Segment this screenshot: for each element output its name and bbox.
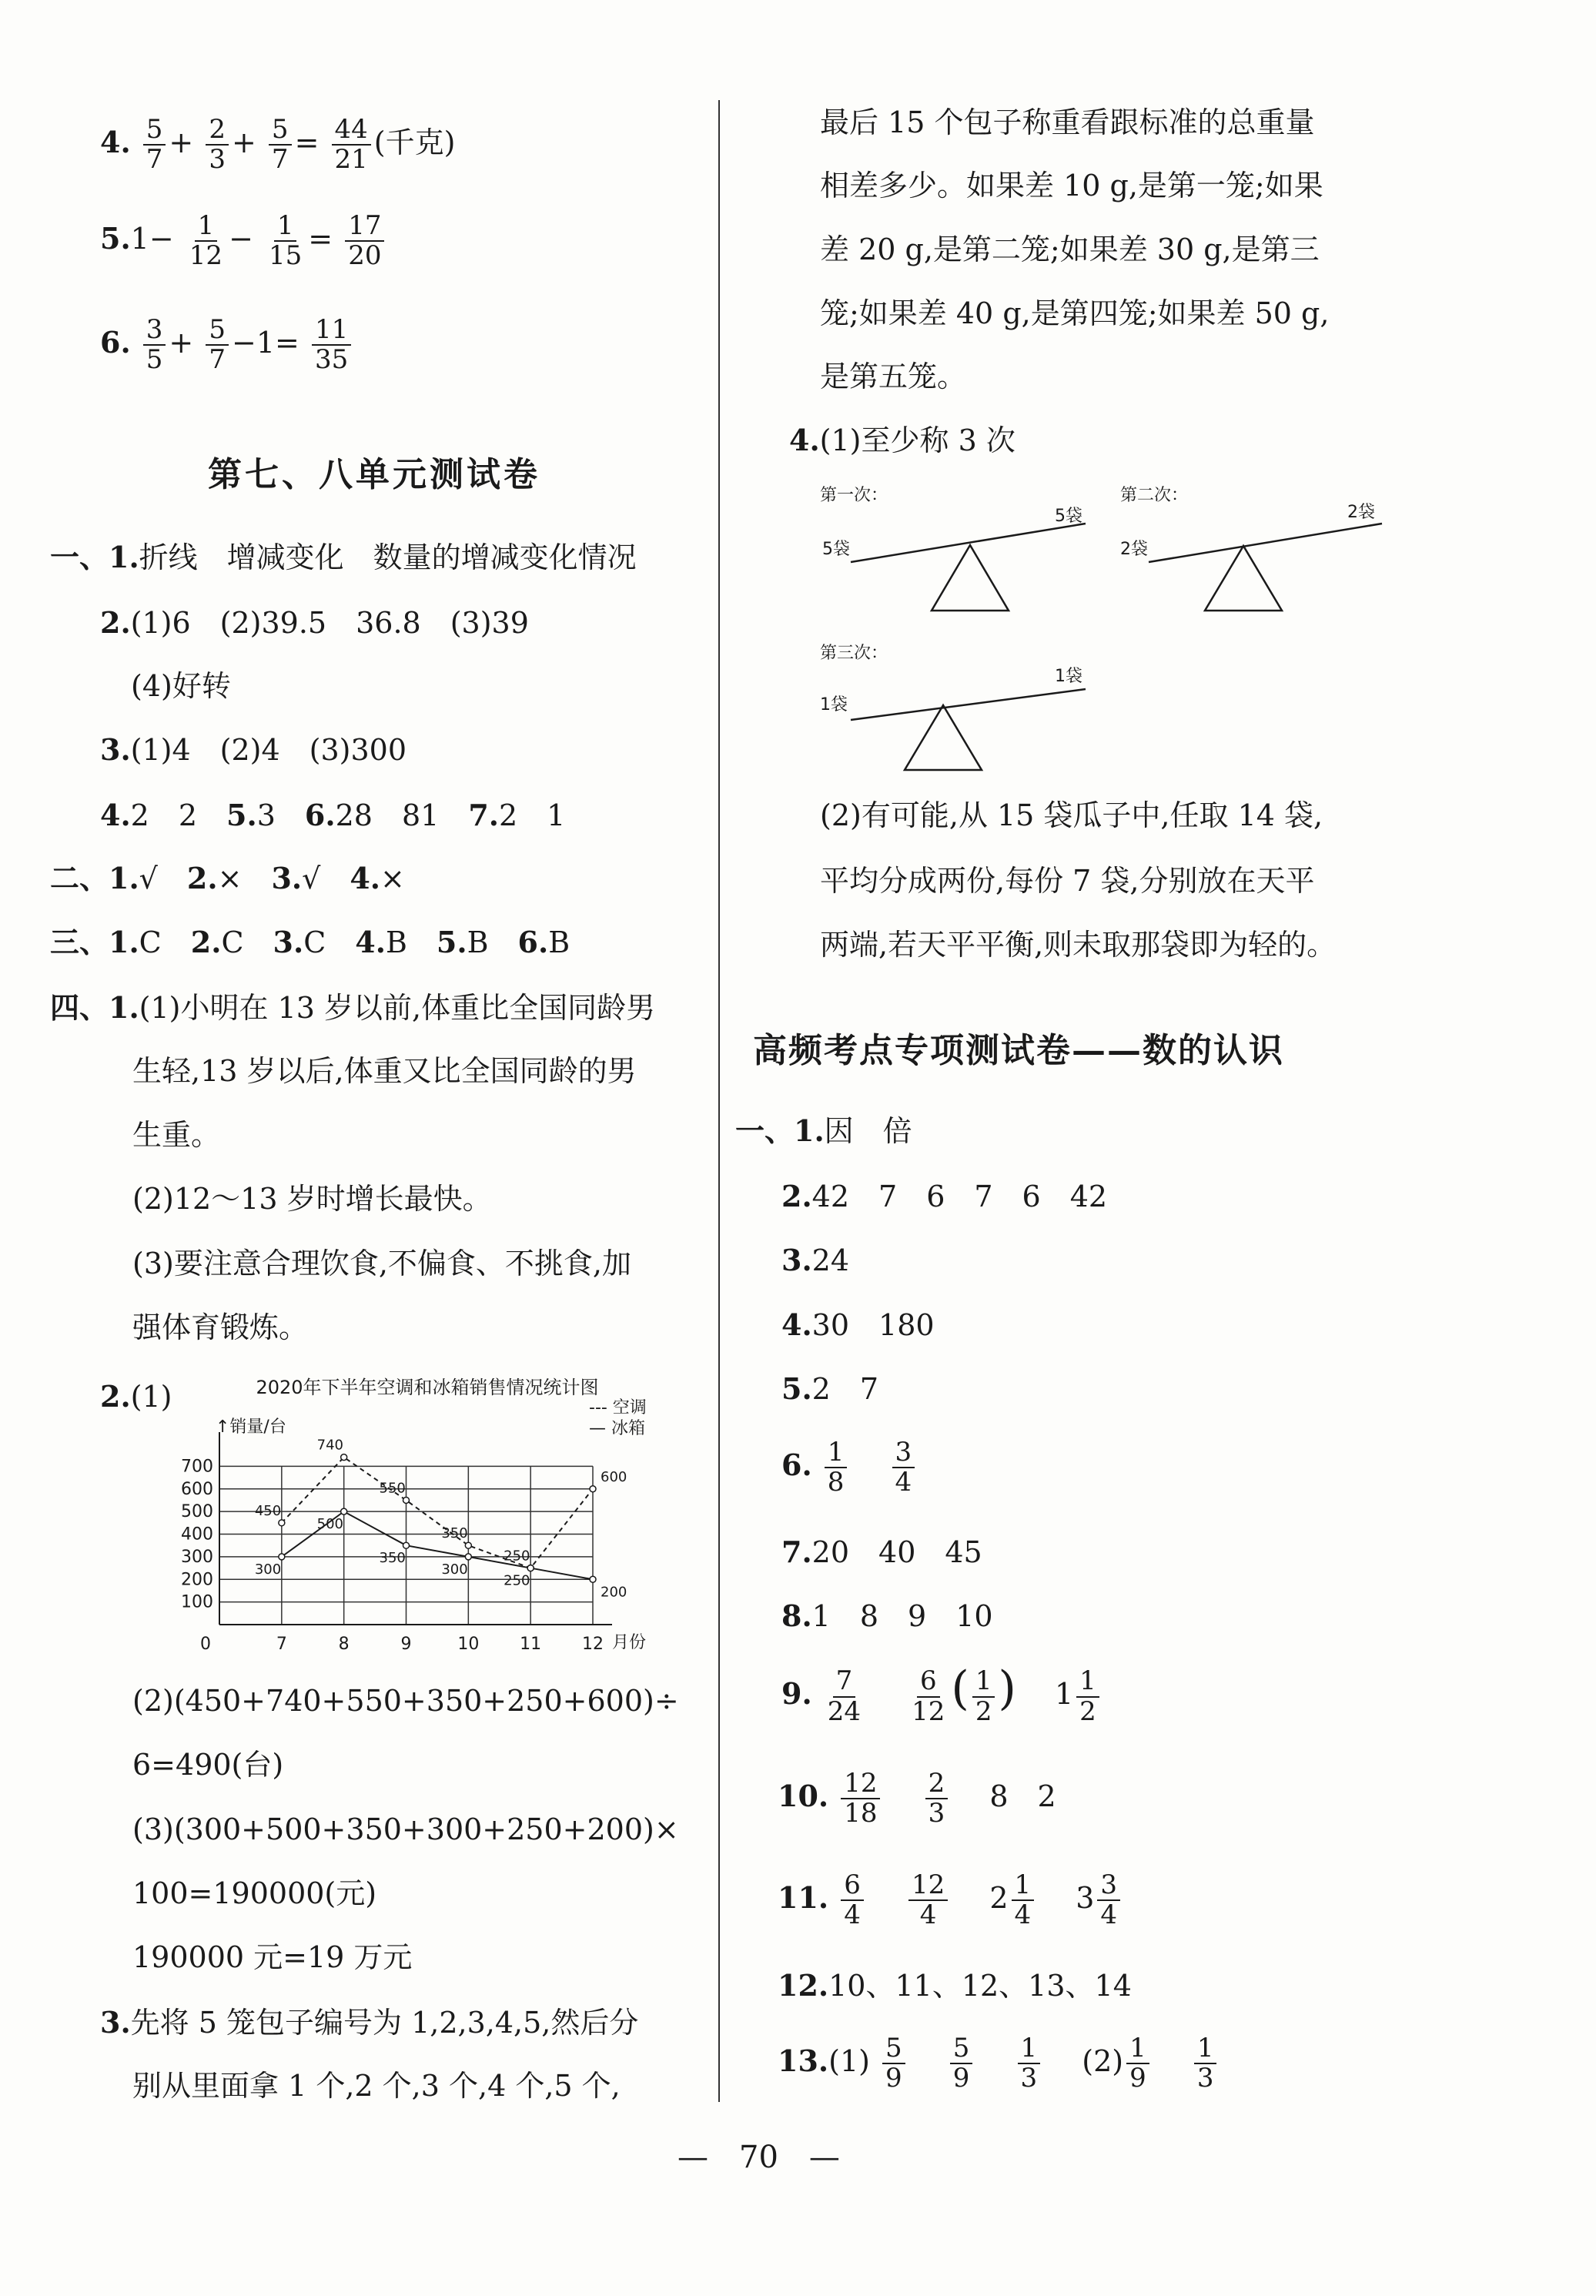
data-label: 300 <box>441 1561 468 1578</box>
data-point <box>341 1454 347 1461</box>
cont-line2: 相差多少。如果差 10 g,是第一笼;如果 <box>820 169 1323 202</box>
answer-4-1-line2: 生轻,13 岁以后,体重又比全国同龄的男 <box>132 1054 637 1088</box>
answer-r1-13: 13.(1) $\frac{5}{9}$ $\frac{5}{9}$ $\frac{1}{3}$ (2) $\frac{1}{9}$ $\frac{1}{3}$ <box>778 2034 1220 2094</box>
legend-fridge: — 冰箱 <box>589 1419 645 1438</box>
data-label: 350 <box>379 1550 406 1567</box>
data-point <box>590 1576 596 1582</box>
answer-r-4-2-line3: 两端,若天平平衡,则未取那袋即为轻的。 <box>820 928 1337 962</box>
svg-text:第二次：: 第二次： <box>1120 486 1189 505</box>
answer-r1-7: 7.20 40 45 <box>781 1535 982 1569</box>
answer-4-1-line1: 四、1.(1)小明在 13 岁以前,体重比全国同龄男 <box>50 990 656 1025</box>
answer-2: 二、1.√ 2.× 3.√ 4.× <box>50 861 405 895</box>
data-label: 600 <box>601 1468 627 1485</box>
answer-r1-8: 8.1 8 9 10 <box>781 1598 993 1633</box>
legend-aircon: --- 空调 <box>589 1398 647 1417</box>
y-tick-label: 700 <box>181 1457 213 1477</box>
y-tick-label: 400 <box>181 1525 213 1545</box>
x-axis-label: 月份 <box>612 1633 647 1652</box>
y-axis-label: ↑销量/台 <box>216 1417 286 1437</box>
cont-line4: 笼;如果差 40 g,是第四笼;如果差 50 g, <box>820 296 1330 330</box>
answer-r1-12: 12.10、11、12、13、14 <box>778 1968 1132 2003</box>
data-label: 250 <box>504 1548 530 1565</box>
answer-4-2-line1: (2)(450+740+550+350+250+600)÷ <box>132 1684 679 1718</box>
answer-1-3: 3.(1)4 (2)4 (3)300 <box>100 732 407 767</box>
section-title-7-8: 第七、八单元测试卷 <box>208 455 540 494</box>
line-chart <box>173 1371 666 1663</box>
data-label: 300 <box>254 1561 282 1578</box>
data-label: 740 <box>316 1437 344 1454</box>
answer-1-2-cont: (4)好转 <box>131 669 231 703</box>
answer-4-2-label: 2.(1) <box>100 1379 172 1414</box>
answer-4-2-line2: 6=490(台) <box>132 1748 284 1782</box>
answer-r1-5: 5.2 7 <box>781 1371 879 1406</box>
data-point <box>527 1565 534 1571</box>
balance-scale-1 <box>816 481 1109 620</box>
chart-axes <box>219 1432 612 1625</box>
svg-text:第三次：: 第三次： <box>820 644 888 663</box>
y-tick-label: 600 <box>181 1479 213 1499</box>
answer-r1-10: 10. $\frac{12}{18}$ $\frac{2}{3}$ 8 2 <box>778 1768 1056 1829</box>
eq-6: 6. $\frac{3}{5}$ + $\frac{5}{7}$ −1= $\frac{11}{35}$ <box>100 316 354 375</box>
data-label: 550 <box>379 1480 406 1497</box>
data-point <box>403 1542 410 1548</box>
data-point <box>279 1520 285 1526</box>
answer-1-4-7: 4.2 2 5.3 6.28 81 7.2 1 <box>100 798 566 832</box>
answer-1-2: 2.(1)6 (2)39.5 36.8 (3)39 <box>100 605 529 640</box>
data-point <box>341 1508 347 1514</box>
cont-line3: 差 20 g,是第二笼;如果差 30 g,是第三 <box>820 233 1320 266</box>
x-tick-label: 10 <box>457 1635 480 1654</box>
answer-r1-3: 3.24 <box>781 1243 850 1277</box>
answer-r1-4: 4.30 180 <box>781 1307 935 1342</box>
answer-4-2-line4: 100=190000(元) <box>132 1876 377 1910</box>
answer-r-4-2-line1: (2)有可能,从 15 袋瓜子中,任取 14 袋, <box>820 798 1323 832</box>
data-label: 200 <box>601 1584 627 1601</box>
eq-5: 5.1− $\frac{1}{12}$ − $\frac{1}{15}$ = $\frac{17}{20}$ <box>100 212 387 271</box>
x-tick-label: 7 <box>276 1635 287 1654</box>
answer-r-4-2-line2: 平均分成两份,每份 7 袋,分别放在天平 <box>820 864 1315 898</box>
svg-text:2袋: 2袋 <box>1347 503 1375 522</box>
x-tick-label: 8 <box>338 1635 350 1654</box>
svg-text:第一次：: 第一次： <box>820 486 888 505</box>
answer-r1-9: 9. $\frac{7}{24}$ $\frac{6}{12}$ ( $\frac{1}{2}$ ) 1 $\frac{1}{2}$ <box>781 1665 1102 1726</box>
eq-4: 4. $\frac{5}{7}$ + $\frac{2}{3}$ + $\frac{5}{7}$ = $\frac{44}{21}$ (千克) <box>100 114 456 176</box>
cont-line5: 是第五笼。 <box>820 360 967 393</box>
balance-scale-3 <box>816 639 1109 778</box>
data-point <box>590 1486 596 1492</box>
answer-r1-2: 2.42 7 6 7 6 42 <box>781 1179 1108 1213</box>
answer-3: 三、1.C 2.C 3.C 4.B 5.B 6.B <box>50 925 570 959</box>
y-tick-label: 500 <box>181 1502 213 1522</box>
chart-title: 2020年下半年空调和冰箱销售情况统计图 <box>256 1377 599 1398</box>
page-number: — 70 — <box>678 2140 840 2175</box>
answer-4-3-line2: 别从里面拿 1 个,2 个,3 个,4 个,5 个, <box>132 2069 621 2103</box>
data-point <box>465 1554 471 1560</box>
answer-4-2-line5: 190000 元=19 万元 <box>132 1940 413 1974</box>
data-label: 350 <box>441 1525 468 1542</box>
svg-text:1袋: 1袋 <box>1055 667 1082 686</box>
svg-text:5袋: 5袋 <box>1055 507 1082 526</box>
data-label: 250 <box>504 1572 530 1589</box>
svg-text:1袋: 1袋 <box>820 695 848 715</box>
x-tick-label: 9 <box>400 1635 412 1654</box>
answer-4-2-line3: (3)(300+500+350+300+250+200)× <box>132 1812 679 1846</box>
data-label: 500 <box>316 1516 344 1533</box>
cont-line1: 最后 15 个包子称重看跟标准的总重量 <box>820 105 1315 139</box>
answer-4-1-line5: (3)要注意合理饮食,不偏食、不挑食,加 <box>132 1247 631 1280</box>
x-tick-label: 12 <box>582 1635 604 1654</box>
data-point <box>465 1542 471 1548</box>
answer-r1-1: 一、1.因 倍 <box>735 1113 912 1148</box>
answer-4-1-line3: 生重。 <box>132 1118 221 1152</box>
section-title-numbers: 高频考点专项测试卷——数的认识 <box>753 1031 1284 1070</box>
y-tick-label: 100 <box>181 1592 213 1612</box>
answer-4-1-line4: (2)12～13 岁时增长最快。 <box>132 1182 492 1216</box>
y-tick-label: 300 <box>181 1547 213 1567</box>
answer-4-3-line1: 3.先将 5 笼包子编号为 1,2,3,4,5,然后分 <box>100 2005 639 2040</box>
y-tick-label: 200 <box>181 1570 213 1590</box>
answer-r1-6: 6. $\frac{1}{8}$ $\frac{3}{4}$ <box>781 1438 918 1498</box>
data-label: 450 <box>254 1502 282 1519</box>
balance-scale-2 <box>1116 481 1409 620</box>
svg-text:5袋: 5袋 <box>822 540 850 559</box>
data-point <box>279 1554 285 1560</box>
data-point <box>403 1497 410 1503</box>
x-tick-label: 11 <box>520 1635 542 1654</box>
answer-4-1-line6: 强体育锻炼。 <box>132 1310 309 1344</box>
column-divider <box>718 100 720 2102</box>
svg-text:2袋: 2袋 <box>1120 540 1148 559</box>
answer-r1-11: 11. $\frac{6}{4}$ $\frac{12}{4}$ 2 $\frac{1}{4}$ 3 $\frac{3}{4}$ <box>778 1871 1123 1930</box>
answer-1-1: 一、1.折线 增减变化 数量的增减变化情况 <box>50 540 637 574</box>
origin-label: 0 <box>200 1635 211 1654</box>
answer-r-4: 4.(1)至少称 3 次 <box>789 423 1015 457</box>
